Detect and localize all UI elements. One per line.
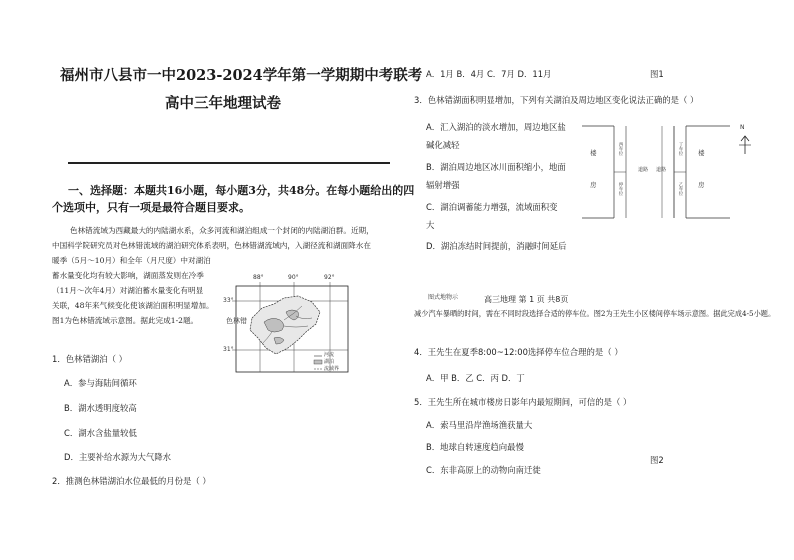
q4-options: A．甲 B．乙 C．丙 D．丁 [426,373,525,383]
figure-1-label: 图1 [650,69,664,79]
question-5: 5．王先生所在城市楼房日影年内最短期间，可信的是（ ） [414,397,632,407]
figure-2-diagram [580,124,758,220]
q1-option-d: D．主要补给水源为大气降水 [64,452,171,462]
legend-item: 流域界 [324,366,340,372]
road-label: 道路 [656,167,667,173]
parking-label: 停车位 [618,182,623,196]
legend-item: 河流 [324,352,335,358]
q3-option-a-line2: 碱化减轻 [426,140,460,150]
figure-1-map [222,274,357,378]
q2-options: A．1月 B．4月 C．7月 D．11月 [426,69,552,79]
q3-option-a [426,118,566,154]
lat-label: 31° [223,346,234,353]
building-label: 楼 [698,149,705,157]
q3-option-b-line2: 辐射增强 [426,180,460,190]
footer-small-text: 图式地物示 [428,294,459,301]
north-label: N [740,124,745,131]
q1-option-b: B．湖水透明度较高 [64,403,137,413]
lat-label: 33° [223,297,234,304]
q5-option-a: A．索马里沿岸渔场渔获量大 [426,420,533,430]
section-heading-line2: 个选项中，只有一项是最符合题目要求。 [52,201,250,214]
q1-option-a: A．参与海陆间循环 [64,378,137,388]
figure-2-label: 图2 [650,455,664,465]
question-2: 2．推测色林错湖泊水位最低的月份是（ ） [52,476,211,486]
q3-option-c-line1: C．湖泊调蓄能力增强，流域面积变 [426,202,558,212]
q1-option-c: C．湖水含盐量较低 [64,428,137,438]
question-4: 4．王先生在夏季8:00~12:00选择停车位合理的是（ ） [414,347,623,357]
lon-label: 90° [288,274,299,281]
road-label: 道路 [638,167,649,173]
passage-line: 色林错流域为西藏最大的内陆湖水系，众多河流和湖泊组成一个封闭的内陆湖泊群。近期， [70,226,374,235]
page-footer: 高三地理 第 1 页 共8页 [484,295,569,304]
exam-title-line1: 福州市八县市一中2023-2024学年第一学期期中考联考 [60,67,423,84]
parking-label: 丁车位 [678,142,683,156]
section-heading-line1: 一、选择题：本题共16小题，每小题3分，共48分。在每小题给出的四 [68,184,415,197]
q3-option-b-line1: B．湖泊周边地区冰川面积缩小，地面 [426,162,566,172]
q3-option-a-line1: A．汇入湖泊的淡水增加，周边地区盐 [426,122,566,132]
q5-option-b: B．地球自转速度趋向最慢 [426,442,524,452]
q3-option-c [426,198,557,234]
building-label: 房 [590,181,597,189]
q3-option-d: D．湖泊冻结时间提前，消融时间延后 [426,241,567,251]
passage-line: （11月～次年4月）对湖泊蓄水量变化有明显 [52,286,204,295]
passage-2: 减少汽车暴晒的时间，需在不同时段选择合适的停车位。图2为王先生小区楼间停车场示意图。据此完成4-5小题。 [414,309,776,318]
q3-option-b [426,158,566,194]
lake-basin-map [222,278,357,378]
passage-line: 蓄水量变化均有较大影响，湖面蒸发则在冷季 [52,271,204,280]
parking-diagram [580,124,758,220]
parking-label: 西车位 [618,142,623,156]
north-arrow-icon [738,134,752,156]
passage-line: 中国科学院研究员对色林错流域的湖泊研究体系表明，色林错湖流域内，入湖径流和湖面降水在 [52,241,371,250]
building-label: 楼 [590,149,597,157]
lake-label: 色林错 [226,317,247,325]
q5-option-c: C．东非高原上的动物向南迁徙 [426,465,541,475]
lon-label: 92° [324,274,335,281]
passage-line: 暖季（5月～10月）和全年（月尺度）中对湖泊 [52,256,211,265]
legend-item: 湖泊 [324,359,335,365]
header-divider [68,162,390,164]
q3-option-c-line2: 大 [426,220,435,230]
building-label: 房 [698,181,705,189]
passage-line: 关联，48年来气候变化使该湖泊面积明显增加。 [52,301,214,310]
parking-label: 乙车位 [678,182,683,196]
question-1: 1．色林错湖泊（ ） [52,354,127,364]
passage-line: 图1为色林错流域示意图。据此完成1-2题。 [52,316,199,325]
exam-title-line2: 高中三年地理试卷 [165,95,281,112]
question-3: 3．色林错湖面积明显增加，下列有关湖泊及周边地区变化说法正确的是（ ） [414,95,699,105]
lon-label: 88° [253,274,264,281]
